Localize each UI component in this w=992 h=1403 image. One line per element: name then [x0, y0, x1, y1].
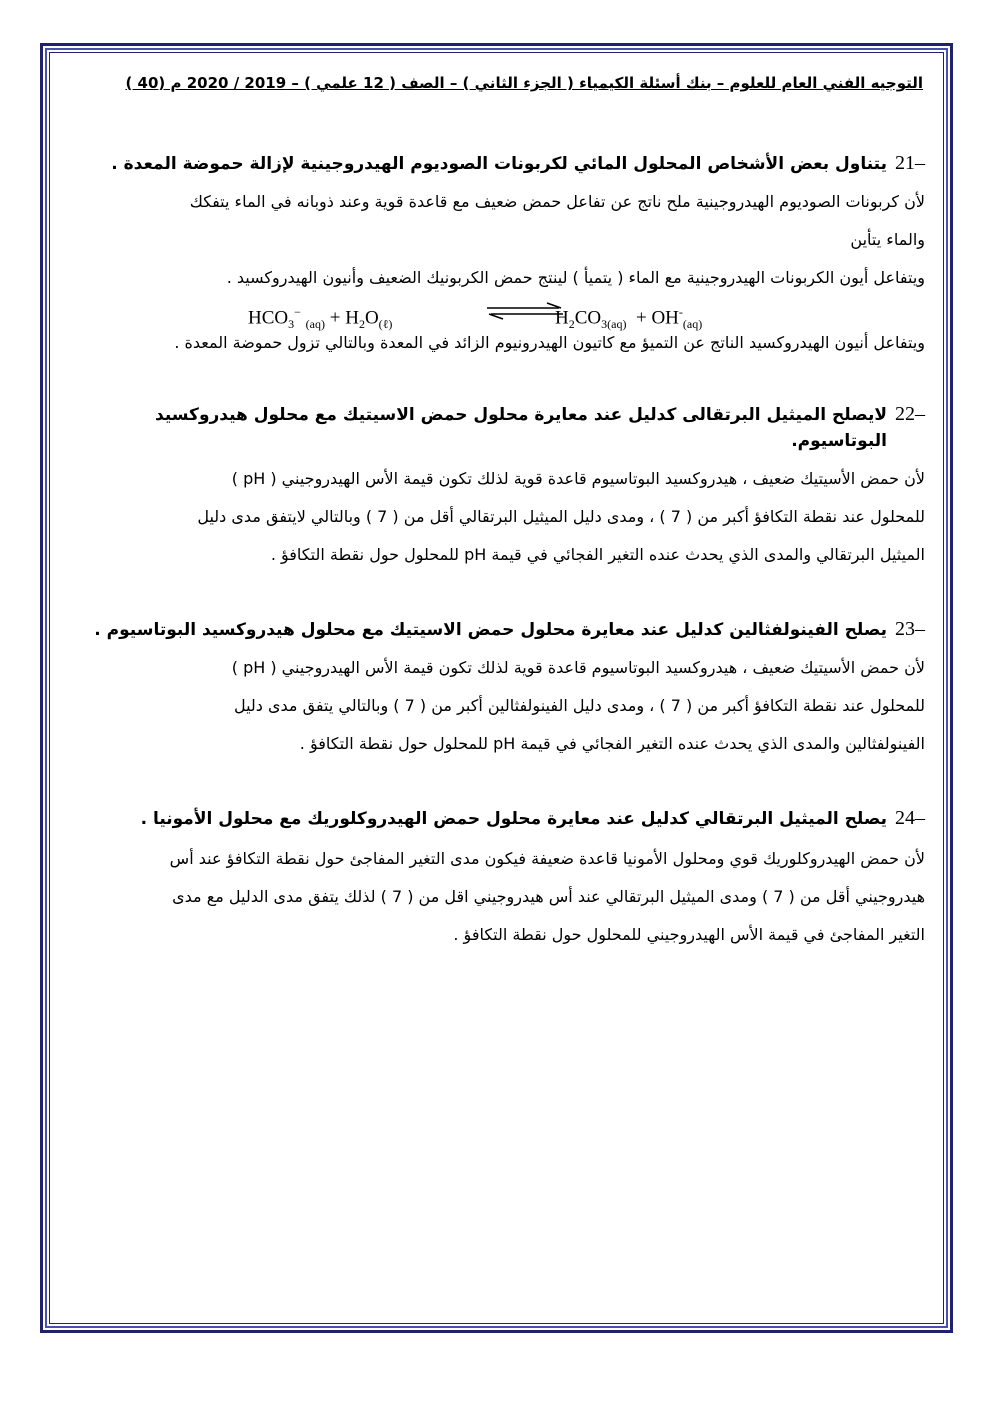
question-24 — [70, 805, 925, 954]
charge: - — [678, 305, 683, 319]
answer-line: الميثيل البرتقالي والمدى الذي يحدث عنده التغير الفجائي في قيمة pH للمحلول حول نقطة التكافؤ . — [270, 545, 925, 564]
state-label: (aq) — [682, 317, 703, 332]
answer-line: والماء يتأين — [850, 230, 925, 249]
question-title — [70, 150, 925, 177]
question-number: 23– — [895, 618, 925, 640]
question-heading: لايصلح الميثيل البرتقالى كدليل عند معايرة محلول حمض الاسيتيك مع محلول هيدروكسيد البوتاسيوم. — [155, 405, 887, 451]
answer-line: للمحلول عند نقطة التكافؤ أكبر من ( 7 ) ، ومدى دليل الفينولفثالين أكبر من ( 7 ) وبالتالي يتفق مدى دليل — [233, 696, 925, 715]
chemical-equation — [70, 297, 925, 332]
water-formula: H — [345, 307, 359, 329]
question-heading: يتناول بعض الأشخاص المحلول المائي لكربونات الصوديوم الهيدروجينية لإزالة حموضة المعدة . — [111, 154, 887, 174]
answer-line: لأن كربونات الصوديوم الهيدروجينية ملح ناتج عن تفاعل حمض ضعيف مع قاعدة قوية وعند ذوبانه في الماء يتفكك — [189, 192, 925, 211]
equation-products — [555, 297, 702, 339]
oh-formula: OH — [651, 307, 679, 329]
answer-line: لأن حمض الأسيتيك ضعيف ، هيدروكسيد البوتاسيوم قاعدة قوية لذلك تكون قيمة الأس الهيدروجيني ( pH ) — [231, 658, 925, 677]
answer-line: ويتفاعل أنيون الهيدروكسيد الناتج عن التميؤ مع كاتيون الهيدرونيوم الزائد في المعدة وبالتالي تزول حموضة المعدة . — [174, 333, 925, 352]
question-22 — [70, 401, 925, 574]
question-number: 22– — [895, 403, 925, 425]
answer-line: التغير المفاجئ في قيمة الأس الهيدروجيني للمحلول حول نقطة التكافؤ . — [453, 925, 925, 944]
subscript: 2 — [568, 317, 575, 332]
plus-sign: + — [329, 307, 341, 329]
subscript: 3(aq) — [601, 317, 627, 332]
question-title — [70, 616, 925, 643]
hco3-formula: HCO — [248, 307, 289, 329]
answer-line: الفينولفثالين والمدى الذي يحدث عنده التغير الفجائي في قيمة pH للمحلول حول نقطة التكافؤ . — [299, 734, 925, 753]
charge: − — [294, 305, 301, 319]
state-label: (ℓ) — [378, 317, 393, 332]
equilibrium-arrow-icon — [485, 301, 565, 331]
question-23 — [70, 616, 925, 763]
answer-line: هيدروجيني أقل من ( 7 ) ومدى الميثيل البرتقالي عند أس هيدروجيني اقل من ( 7 ) لذلك يتفق مدى الدليل مع مدى — [172, 887, 925, 906]
state-label: (aq) — [305, 317, 325, 332]
answer-line: لأن حمض الهيدروكلوريك قوي ومحلول الأمونيا قاعدة ضعيفة فيكون مدى التغير المفاجئ حول نقطة التكافؤ عند أس — [169, 849, 925, 868]
question-title — [70, 401, 925, 454]
question-21 — [70, 150, 925, 359]
subscript: 2 — [358, 317, 365, 332]
question-number: 24– — [895, 807, 925, 829]
question-heading: يصلح الميثيل البرتقالي كدليل عند معايرة محلول حمض الهيدروكلوريك مع محلول الأمونيا . — [140, 809, 887, 829]
equation-reactants — [248, 297, 392, 339]
page-content — [70, 72, 925, 954]
plus-sign: + — [635, 307, 647, 329]
answer-line: لأن حمض الأسيتيك ضعيف ، هيدروكسيد البوتاسيوم قاعدة قوية لذلك تكون قيمة الأس الهيدروجيني ( pH ) — [231, 469, 925, 488]
page-header: التوجيه الفني العام للعلوم – بنك أسئلة الكيمياء ( الجزء الثاني ) – الصف ( 12 علمي ) – 2019 / 2020 م (40 ) — [125, 74, 923, 92]
question-number: 21– — [895, 152, 925, 174]
subscript: 3 — [288, 317, 295, 332]
question-title — [70, 805, 925, 832]
water-formula-rest: O — [364, 307, 379, 329]
h2co3-formula: H — [555, 307, 569, 329]
h2co3-formula-rest: CO — [574, 307, 602, 329]
answer-line: للمحلول عند نقطة التكافؤ أكبر من ( 7 ) ، ومدى دليل الميثيل البرتقالي أقل من ( 7 ) وبالتالي لايتفق مدى دليل — [197, 507, 925, 526]
answer-line: ويتفاعل أيون الكربونات الهيدروجينية مع الماء ( يتميأ ) لينتج حمض الكربونيك الضعيف وأنيون الهيدروكسيد . — [226, 268, 925, 287]
question-heading: يصلح الفينولفثالين كدليل عند معايرة محلول حمض الاسيتيك مع محلول هيدروكسيد البوتاسيوم . — [94, 620, 887, 640]
